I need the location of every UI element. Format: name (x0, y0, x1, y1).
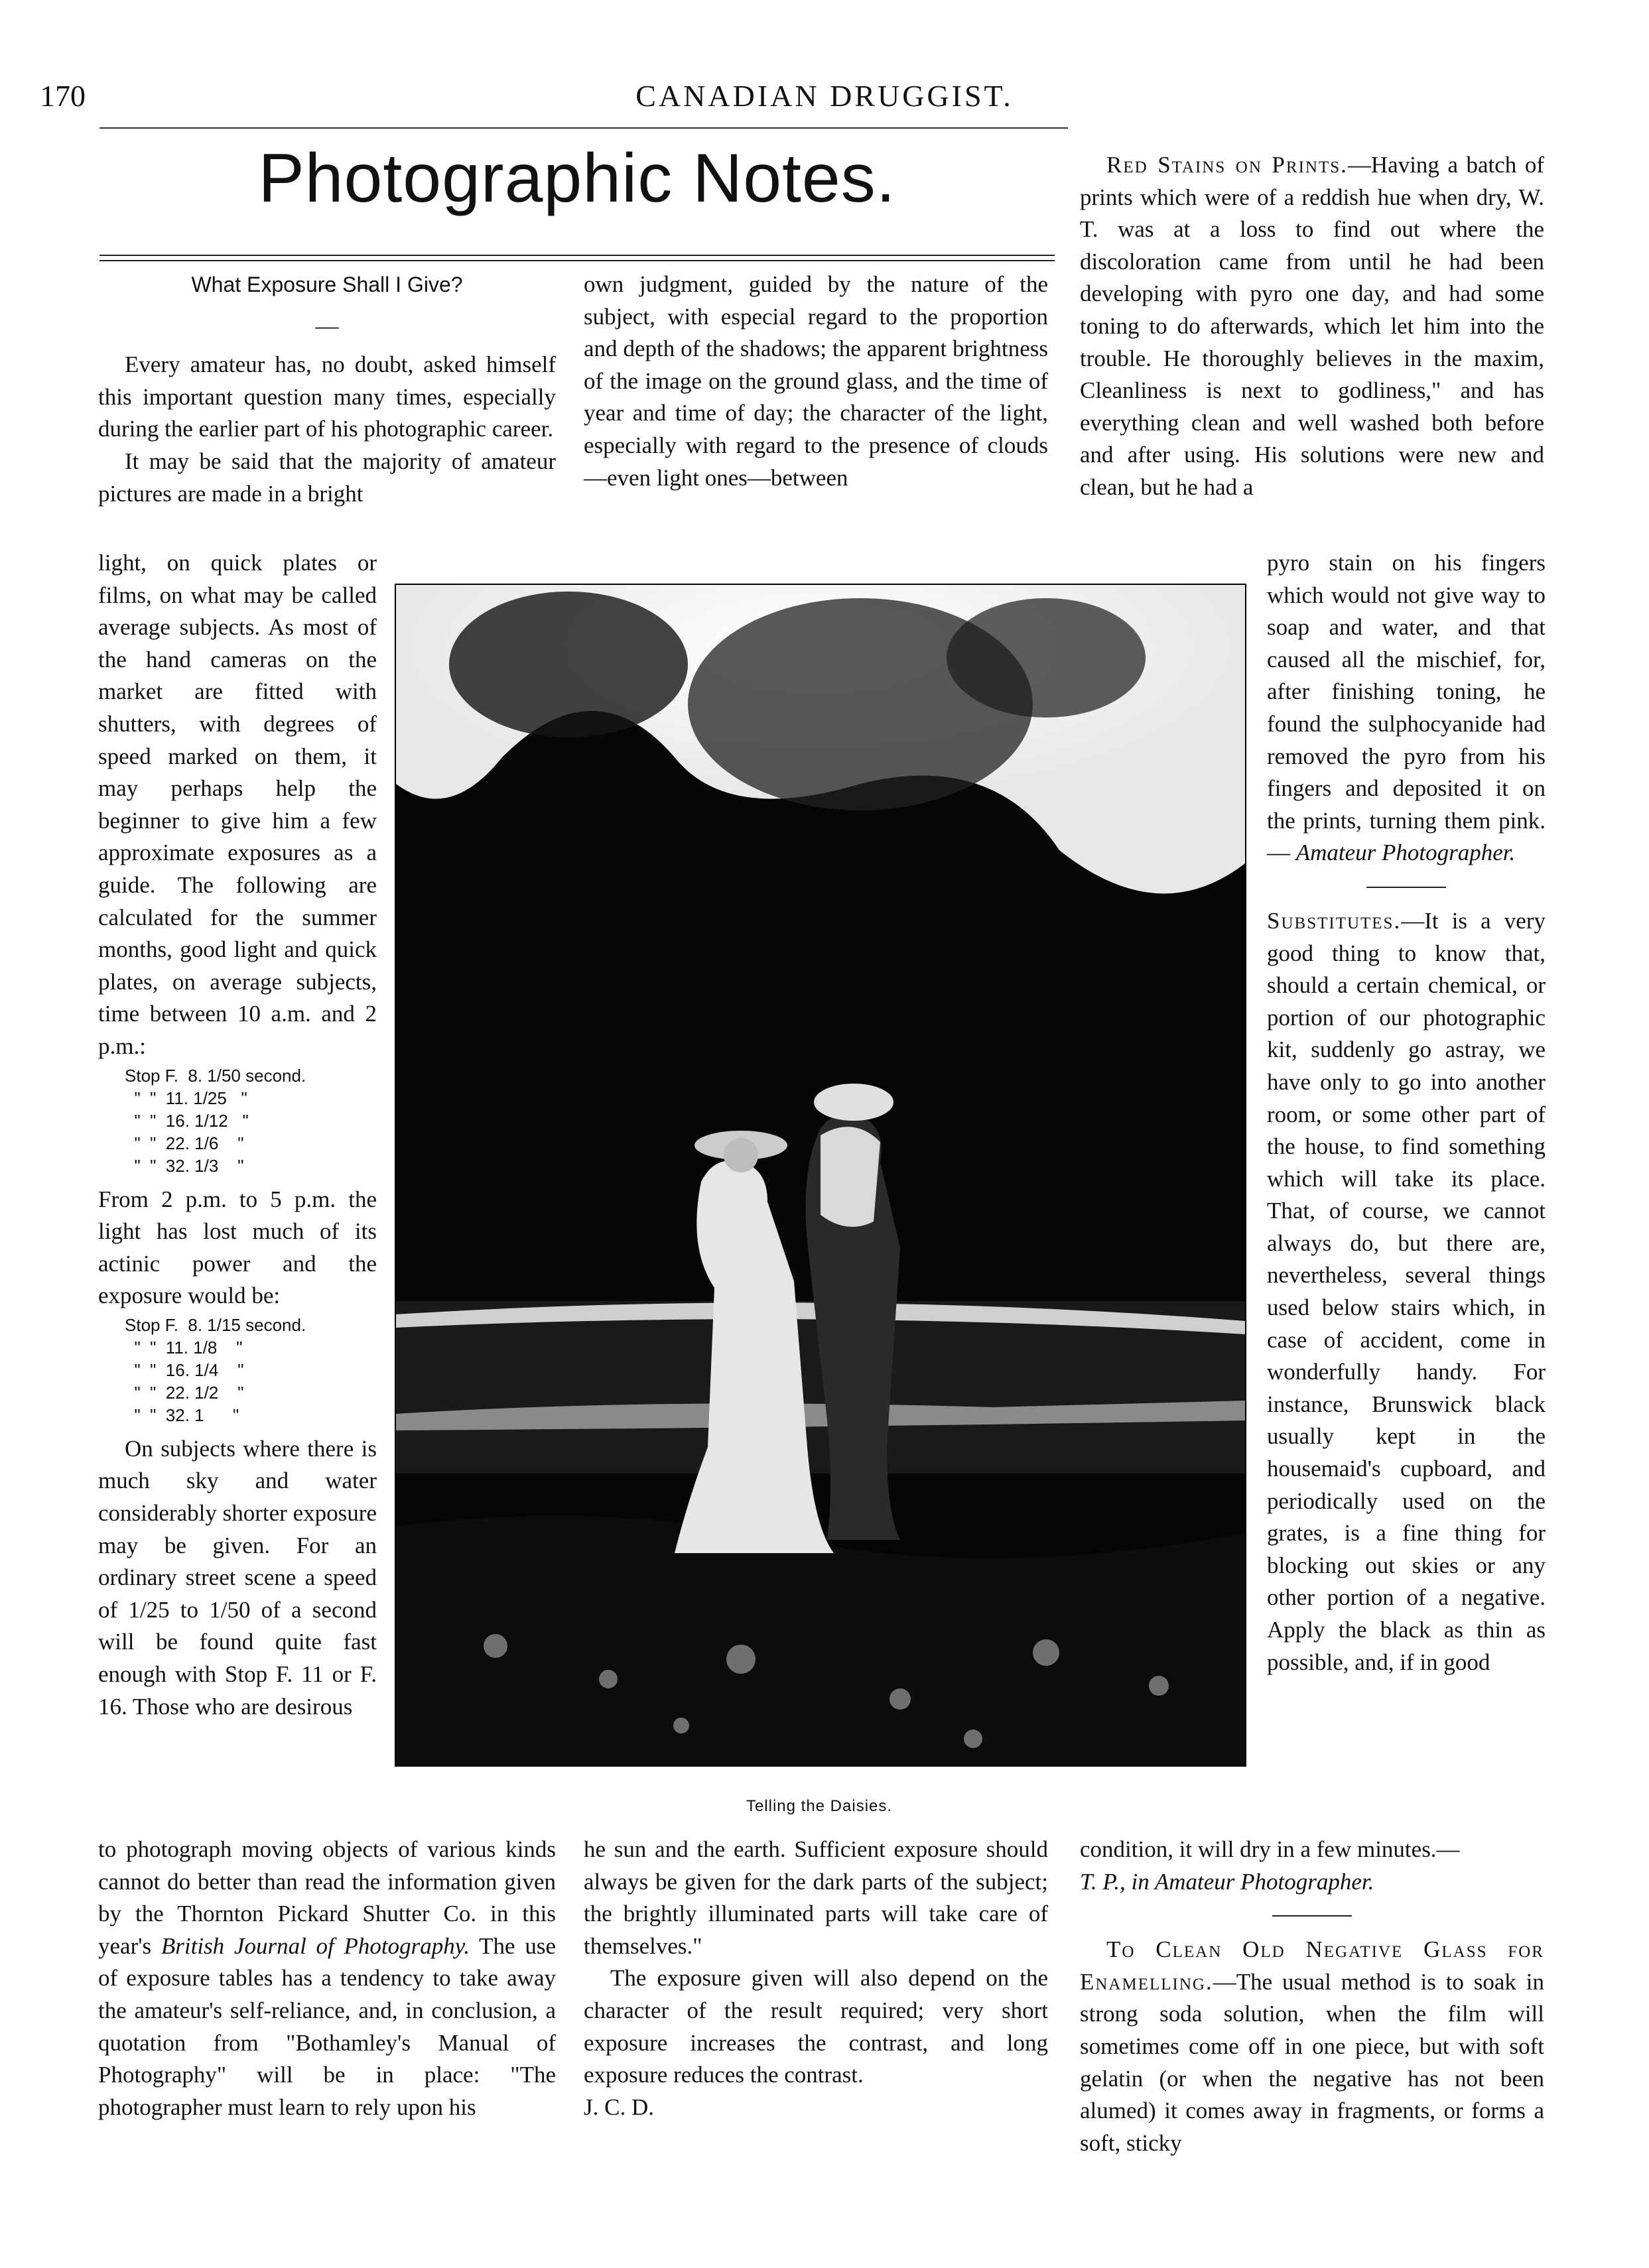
paragraph: From 2 p.m. to 5 p.m. the light has lost much of its actinic power and the exposure would be: (98, 1186, 377, 1309)
photo-caption: Telling the Daisies. (746, 1797, 893, 1815)
paragraph: Substitutes.—It is a very good thing to know that, should a certain chemical, or portion of our photographic kit, suddenly go astray, we have only to go into another room, or some other part of the house, to find something which will take its place. That, of course, we cannot always do, but there are, nevertheless, several things used below stairs which, in case of accident, come in wonderfully handy. For instance, Brunswick black usually kept in the housemaid's cupboard, and periodically used on the grates, is a fine thing for blocking out skies or any other portion of a negative. Apply the black as thin as possible, and, if in good (1267, 907, 1546, 1675)
column-3-top (1080, 149, 1544, 504)
photograph (395, 584, 1246, 1767)
column-2-bottom (584, 1834, 1048, 2123)
column-3-wrap (1267, 547, 1546, 1678)
paragraph: Red Stains on Prints.—Having a batch of prints which were of a reddish hue when dry, W. T. was at a loss to find out where the discoloration came from until he had been developing with pyro one day, and had some toning to do afterwards, which let him into the trouble. He thoroughly believes in the maxim, Cleanliness is next to godliness," and has everything clean and well washed both before and after using. His solutions were new and clean, but he had a (1080, 152, 1544, 500)
exposure-table-1 (125, 1064, 377, 1177)
section-heading: Substitutes. (1267, 907, 1402, 934)
section-heading: Red Stains on Prints. (1106, 152, 1348, 178)
section-rule (1366, 887, 1446, 888)
paragraph: The exposure given will also depend on the character of the result required; very short exposure increases the contrast, and long exposure reduces the contrast. (584, 1965, 1048, 2088)
paragraph: Every amateur has, no doubt, asked himself this important question many times, especially during the earlier part of his photographic career. (98, 351, 556, 442)
table-row: Stop F. 8. 1/50 second. (125, 1065, 306, 1086)
column-2-top (584, 269, 1048, 494)
table-row: " " 32. 1/3 " (125, 1155, 244, 1176)
column-1-wrap (98, 547, 377, 1723)
photo-illustration (396, 585, 1245, 1765)
paragraph: On subjects where there is much sky and water considerably shorter exposure may be given. For an ordinary street scene a speed of 1/25 to 1/50 of a second will be found quite fast enough with Stop F. 11 or F. 16. Those who are desirous (98, 1435, 377, 1720)
paragraph: own judgment, guided by the nature of the subject, with especial regard to the proportion and depth of the shadows; the apparent brightness of the image on the ground glass, and the time of year and time of day; the character of the light, especially with regard to the presence of clouds—even light ones—between (584, 271, 1048, 491)
page-number: 170 (40, 79, 86, 113)
table-row: Stop F. 8. 1/15 second. (125, 1314, 306, 1335)
signature: J. C. D. (584, 2094, 654, 2120)
table-row: " " 11. 1/25 " (125, 1088, 247, 1108)
running-title: CANADIAN DRUGGIST. (635, 79, 1014, 113)
section-rule (1272, 1915, 1352, 1917)
header-rule (99, 127, 1068, 129)
column-1-top (98, 269, 556, 547)
paragraph: It may be said that the majority of amateur pictures are made in a bright (98, 448, 556, 507)
section-heading: To Clean Old Negative Glass for Enamelling. (1080, 1936, 1544, 1995)
column-1-bottom (98, 1834, 556, 2123)
paragraph: he sun and the earth. Sufficient exposure should always be given for the dark parts of the subject; the brightly illuminated parts will take care of themselves." (584, 1836, 1048, 1959)
subhead-dash: — (315, 312, 339, 339)
page-title: Photographic Notes. (258, 140, 896, 217)
table-row: " " 32. 1 " (125, 1405, 239, 1425)
exposure-table-2 (125, 1314, 377, 1426)
column-3-bottom (1080, 1834, 1544, 2159)
title-rule (99, 255, 1055, 261)
paragraph: To Clean Old Negative Glass for Enamelling.—The usual method is to soak in strong soda solution, when the film will sometimes come off in one piece, but with soft gelatin (or when the negative has not been alumed) it comes away in fragments, or forms a soft, sticky (1080, 1936, 1544, 2156)
source-credit: T. P., in Amateur Photographer. (1080, 1868, 1374, 1895)
article-subhead: What Exposure Shall I Give? (191, 273, 463, 296)
table-row: " " 16. 1/4 " (125, 1359, 244, 1380)
paragraph: light, on quick plates or films, on what may be called average subjects. As most of the hand cameras on the market are fitted with shutters, with degrees of speed marked on them, it may perhaps help the beginner to give him a few approximate exposures as a guide. The following are calculated for the summer months, good light and quick plates, on average subjects, time between 10 a.m. and 2 p.m.: (98, 550, 377, 1059)
table-row: " " 22. 1/6 " (125, 1133, 244, 1153)
table-row: " " 16. 1/12 " (125, 1110, 249, 1131)
paragraph: condition, it will dry in a few minutes.— (1080, 1836, 1460, 1862)
table-row: " " 11. 1/8 " (125, 1337, 243, 1357)
table-row: " " 22. 1/2 " (125, 1382, 244, 1403)
paragraph: pyro stain on his fingers which would not give way to soap and water, and that caused all the mischief, for, after finishing toning, he found the sulphocyanide had removed the pyro from his fingers and deposited it on the prints, turning them pink.— Amateur Photographer. (1267, 550, 1546, 866)
paragraph: to photograph moving objects of various kinds cannot do better than read the information given by the Thornton Pickard Shutter Co. in this year's British Journal of Photography. The use of exposure tables has a tendency to take away the amateur's self-reliance, and, in conclusion, a quotation from "Bothamley's Manual of Photography" will be in place: "The photographer must learn to rely upon his (98, 1836, 556, 2120)
